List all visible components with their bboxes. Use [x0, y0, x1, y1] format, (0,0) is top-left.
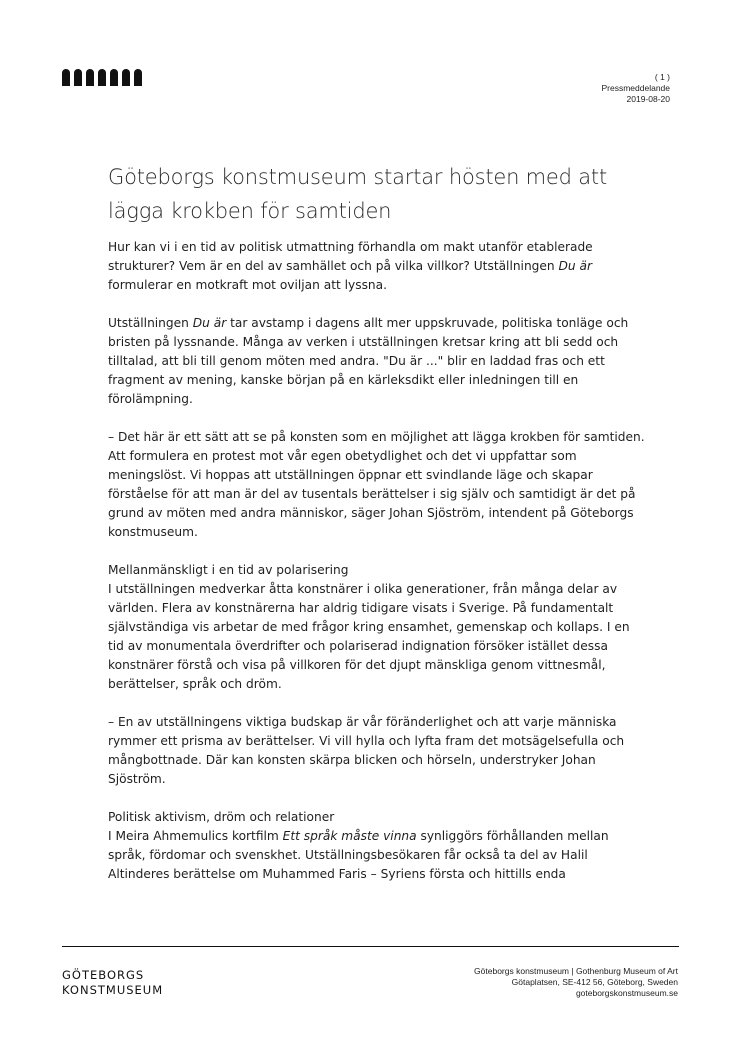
footer-logo-line: KONSTMUSEUM	[62, 983, 164, 997]
paragraph-text: Utställningen	[108, 316, 193, 330]
logo-bar	[98, 69, 106, 86]
footer-logo	[62, 968, 163, 998]
footer-address	[474, 966, 678, 999]
exhibition-title: Du är	[192, 316, 227, 330]
quote-paragraph: – Det här är ett sätt att se på konsten som en möjlighet att lägga krokben för samtiden. Att formulera en protest mot vår egen obetydlighet och det vi uppfattar som meningslöst. Vi hoppas att utställningen öppnar ett svindlande läge och skapar förståelse för att man är del av tusentals berättelser i sig själv och samtidigt är det på grund av möten med andra människor, säger Johan Sjöström, intendent på Göteborgs konstmuseum.	[108, 430, 645, 539]
paragraph-text: synliggörs förhållanden mellan språk, fördomar och svenskhet. Utställningsbesökaren får också ta del av Halil Altinderes berättelse om Muhammed Faris – Syriens första och hittills enda	[108, 829, 609, 881]
logo-bar	[122, 69, 130, 86]
footer-address-line: Göteborgs konstmuseum | Gothenburg Museum of Art	[474, 966, 678, 976]
museum-logo-mark	[62, 69, 142, 86]
section-politisk-aktivism	[108, 808, 648, 884]
logo-bar	[134, 69, 142, 86]
paragraph	[108, 314, 648, 409]
document-date: 2019-08-20	[626, 94, 670, 104]
paragraph-text: I Meira Ahmemulics kortfilm	[108, 829, 283, 843]
paragraph-text: Hur kan vi i en tid av politisk utmattning förhandla om makt utanför etablerade strukturer? Vem är en del av samhället och på vilka villkor? Utställningen	[108, 240, 593, 273]
page-title: Göteborgs konstmuseum startar hösten med att lägga krokben för samtiden	[108, 165, 607, 223]
film-title: Ett språk måste vinna	[282, 829, 417, 843]
intro-paragraph	[108, 238, 648, 295]
logo-bar	[86, 69, 94, 86]
section-mellanmanskligt	[108, 561, 648, 694]
footer-address-line: Götaplatsen, SE-412 56, Göteborg, Sweden	[511, 977, 678, 987]
document-meta	[601, 72, 670, 105]
logo-bar	[62, 69, 70, 86]
article-body	[108, 238, 648, 884]
document-type: Pressmeddelande	[601, 83, 670, 93]
logo-bar	[74, 69, 82, 86]
paragraph-text: formulerar en motkraft mot oviljan att lyssna.	[108, 278, 387, 292]
paragraph-text: I utställningen medverkar åtta konstnärer i olika generationer, från många delar av världen. Flera av konstnärerna har aldrig tidigare visats i Sverige. På fundamentalt självständiga vis arbetar de med frågor kring ensamhet, gemenskap och kollaps. I en tid av monumentala överdrifter och polariserad indignation försöker istället dessa konstnärer förstå och visa på villkoren för det djupt mänskliga genom vittnesmål, berättelser, språk och dröm.	[108, 582, 630, 691]
paragraph-text: tar avstamp i dagens allt mer uppskruvade, politiska tonläge och bristen på lyssnande. Många av verken i utställningen kretsar kring att bli sedd och tilltalad, att bli till genom möten med andra. "Du är ..." blir en laddad fras och ett fragment av mening, kanske början på en kärleksdikt eller inledningen till en förolämpning.	[108, 316, 629, 406]
quote-paragraph: – En av utställningens viktiga budskap är vår föränderlighet och att varje människa rymmer ett prisma av berättelser. Vi vill hylla och lyfta fram det motsägelsefulla och mångbottnade. Där kan konsten skärpa blicken och hörseln, understryker Johan Sjöström.	[108, 715, 625, 786]
footer-website-link[interactable]: goteborgskonstmuseum.se	[575, 988, 678, 998]
page-number: ( 1 )	[654, 72, 670, 82]
section-heading: Politisk aktivism, dröm och relationer	[108, 810, 335, 824]
exhibition-title: Du är	[558, 259, 592, 273]
footer-divider	[62, 946, 679, 947]
section-heading: Mellanmänskligt i en tid av polarisering	[108, 563, 349, 577]
footer-logo-line: GÖTEBORGS	[62, 968, 145, 982]
logo-bar	[110, 69, 118, 86]
